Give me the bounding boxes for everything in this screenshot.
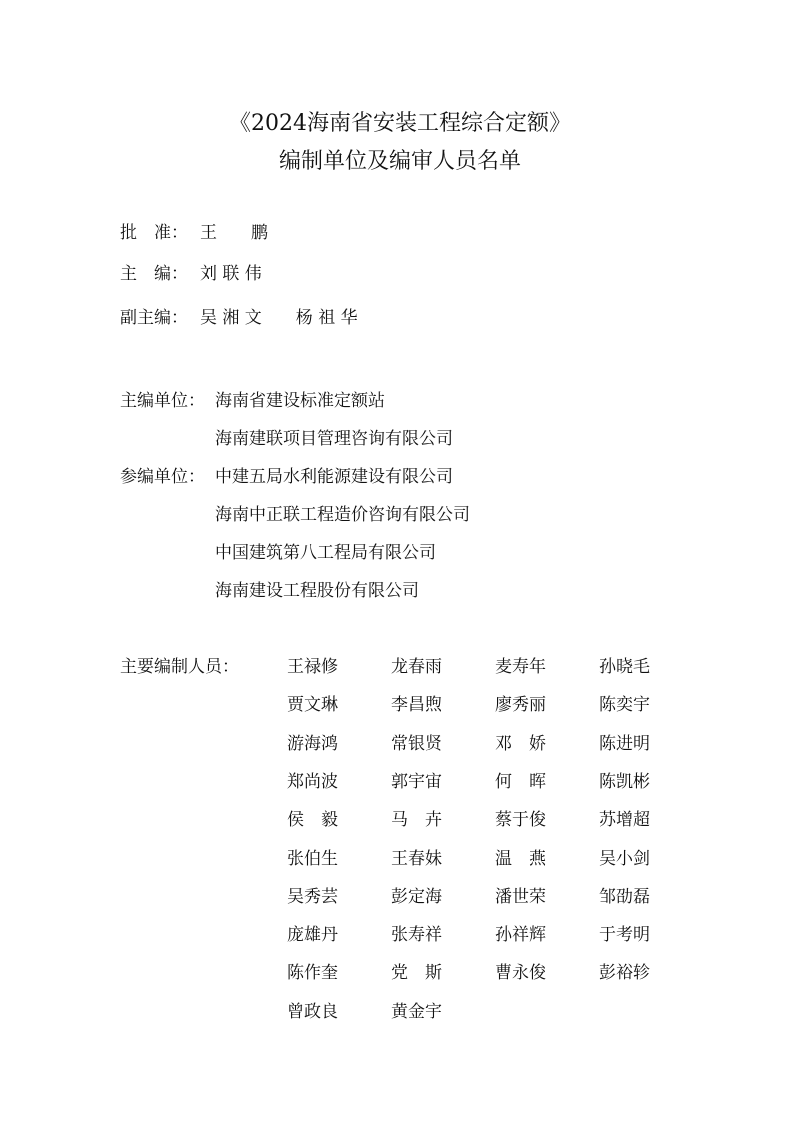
staff-name: 曾政良 [287,1001,338,1022]
chief-unit: 海南省建设标准定额站 [215,391,385,411]
staff-name: 廖秀丽 [495,695,546,716]
staff-name: 马 卉 [391,810,442,831]
chief-unit: 海南建联项目管理咨询有限公司 [215,429,453,449]
staff-name: 陈凯彬 [599,771,650,792]
staff-name: 王春妹 [391,848,442,869]
staff-name: 潘世荣 [495,886,546,907]
staff-name: 邓 娇 [495,733,546,754]
staff-name: 侯 毅 [287,810,338,831]
staff-name: 党 斯 [391,963,442,984]
staff-name: 苏增超 [599,810,650,831]
chief-editor-name: 刘 联 伟 [200,264,262,284]
staff-name: 郭宇宙 [391,771,442,792]
staff-name: 于考明 [599,925,650,946]
participating-unit: 中国建筑第八工程局有限公司 [215,543,436,563]
staff-name: 吴秀芸 [287,886,338,907]
staff-name: 陈作奎 [287,963,338,984]
staff-label: 主要编制人员： [120,657,239,677]
staff-name: 邹劭磊 [599,886,650,907]
staff-name: 温 燕 [495,848,546,869]
deputy-editor-names: 吴 湘 文 杨 祖 华 [200,308,358,328]
staff-name: 蔡于俊 [495,810,546,831]
document-subtitle: 编制单位及编审人员名单 [278,149,521,174]
staff-name: 张伯生 [287,848,338,869]
staff-name: 庞雄丹 [287,925,338,946]
approver-name: 王 鹏 [200,223,268,243]
staff-name: 龙春雨 [391,657,442,677]
staff-name: 彭定海 [391,886,442,907]
staff-name: 王禄修 [287,657,338,677]
participating-unit: 中建五局水利能源建设有限公司 [215,467,453,487]
staff-name: 何 晖 [495,771,546,792]
staff-name: 彭裕轸 [599,963,650,984]
staff-name: 张寿祥 [391,925,442,946]
participating-units-label: 参编单位： [120,467,205,487]
staff-name: 游海鸿 [287,733,338,754]
chief-units-label: 主编单位： [120,391,205,411]
staff-name: 孙祥辉 [495,925,546,946]
staff-name: 吴小剑 [599,848,650,869]
participating-unit: 海南建设工程股份有限公司 [215,581,419,601]
staff-name: 黄金宇 [391,1001,442,1022]
staff-name: 常银贤 [391,733,442,754]
staff-name: 贾文琳 [287,695,338,716]
staff-name: 孙晓毛 [599,657,650,677]
participating-unit: 海南中正联工程造价咨询有限公司 [215,505,470,525]
approver-label: 批 准： [120,223,188,243]
document-title: 《2024海南省安装工程综合定额》 [229,111,571,136]
chief-editor-label: 主 编： [120,264,188,284]
staff-name: 陈奕宇 [599,695,650,716]
staff-name: 李昌煦 [391,695,442,716]
deputy-editor-label: 副主编： [120,308,188,328]
staff-name: 曹永俊 [495,963,546,984]
staff-name: 麦寿年 [495,657,546,677]
staff-name: 郑尚波 [287,771,338,792]
staff-name: 陈进明 [599,733,650,754]
